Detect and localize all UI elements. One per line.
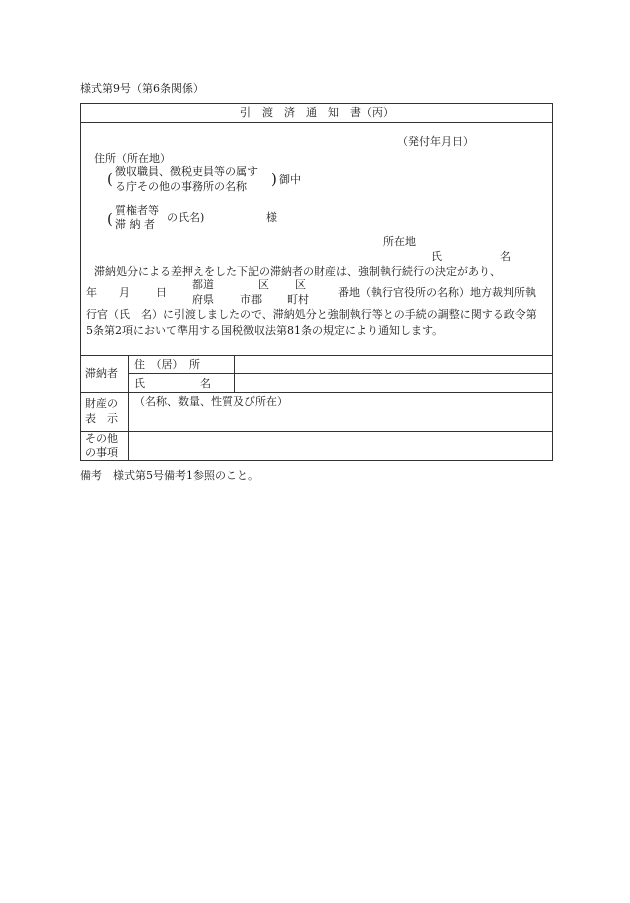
document-title: 引 渡 済 通 知 書（丙） (240, 106, 394, 119)
form-label: 様式第9号（第6条関係） (80, 82, 204, 95)
onchu-label: 御中 (279, 173, 301, 186)
date-month: 月 (119, 286, 130, 299)
location-label: 所在地 (383, 235, 416, 248)
pledgee-line2: 滞 納 者 (115, 218, 155, 231)
town-village: 町村 (287, 293, 309, 306)
issue-date: （発付年月日） (397, 135, 474, 148)
city-gun: 市郡 (240, 293, 262, 306)
title-divider (80, 122, 553, 123)
zaisan-note: （名称、数量、性質及び所在） (134, 395, 288, 408)
taino-inner-line (128, 373, 553, 374)
date-year: 年 (86, 286, 97, 299)
office-name-line1: 徴収職員、徴税吏員等の属す (115, 165, 258, 178)
body-line-2-rest: 番地（執行官役所の名称）地方裁判所執 (338, 286, 536, 299)
address-label: 住所（所在地） (94, 152, 171, 165)
body-line-3: 行官（氏 名）に引渡しましたので、滞納処分と強制執行等との手続の調整に関する政令第 (86, 308, 537, 321)
sonota-label-1: その他 (85, 432, 118, 445)
office-paren-close: ) (271, 170, 277, 188)
zaisan-label-1: 財産の (85, 397, 118, 410)
name-mei: 名 (500, 250, 511, 263)
date-day: 日 (156, 286, 167, 299)
pledgee-paren-open: ( (107, 210, 113, 228)
pledgee-suffix: の氏名) (167, 211, 205, 224)
sonota-label-2: の事項 (85, 446, 118, 459)
body-line-1: 滞納処分による差押えをした下記の滞納者の財産は、強制執行続行の決定があり、 (94, 265, 501, 278)
office-paren-open: ( (107, 170, 113, 188)
body-line-4: 5条第2項において準用する国税徴収法第81条の規定により通知します。 (86, 324, 444, 337)
table-label-column-line (128, 355, 129, 461)
jusho-label: 住 （居） 所 (134, 358, 200, 371)
zaisan-label-2: 表 示 (85, 412, 118, 425)
footnote: 備考 様式第5号備考1参照のこと。 (80, 469, 259, 482)
taino-label: 滞納者 (85, 367, 118, 380)
ward-1: 区 (258, 278, 269, 291)
pledgee-line1: 質権者等 (115, 204, 159, 217)
zaisan-top-line (80, 392, 553, 393)
ward-2: 区 (295, 278, 306, 291)
office-name-line2: る庁その他の事務所の名称 (115, 180, 247, 193)
sama-label: 様 (266, 211, 277, 224)
table-top-line (80, 355, 553, 356)
name-shi: 氏 (431, 250, 442, 263)
sonota-top-line (80, 431, 553, 432)
shimei-label: 氏 名 (134, 377, 211, 390)
prefecture-bottom: 府県 (192, 293, 214, 306)
prefecture-top: 都道 (192, 278, 214, 291)
